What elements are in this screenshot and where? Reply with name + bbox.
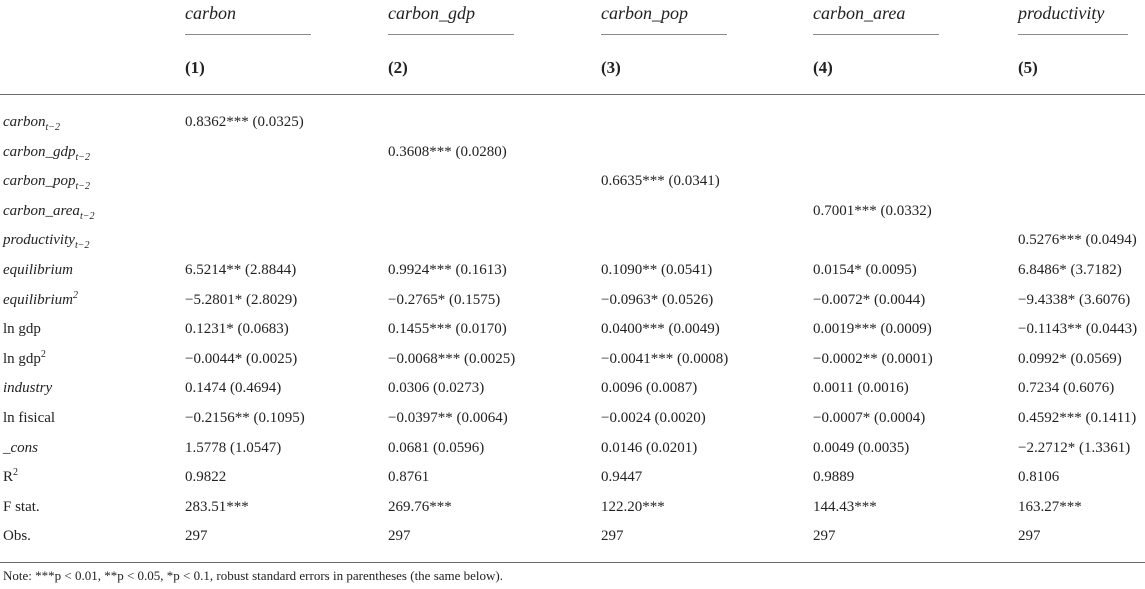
table-cell: 269.76*** <box>388 499 452 515</box>
table-cell: 0.7234 (0.6076) <box>1018 380 1115 396</box>
row-label: Obs. <box>3 528 31 544</box>
table-cell: 0.8362*** (0.0325) <box>185 114 304 130</box>
table-cell: 297 <box>185 528 208 544</box>
table-cell: 0.4592*** (0.1411) <box>1018 410 1137 426</box>
row-label: carbon_gdp$_{t-2}$ <box>3 144 91 163</box>
table-cell: −0.0963* (0.0526) <box>601 292 714 308</box>
table-cell: 0.1090** (0.0541) <box>601 262 713 278</box>
table-cell: 144.43*** <box>813 499 877 515</box>
col-header-2: carbon_gdp <box>388 0 514 35</box>
table-cell: −0.0044* (0.0025) <box>185 351 298 367</box>
table-cell: −0.0072* (0.0044) <box>813 292 926 308</box>
col-header-3: carbon_pop <box>601 0 727 35</box>
table-cell: −0.0397** (0.0064) <box>388 410 508 426</box>
row-label: industry <box>3 380 53 396</box>
table-cell: 0.0681 (0.0596) <box>388 440 485 456</box>
col-underline <box>601 34 727 35</box>
table-cell: 0.7001*** (0.0332) <box>813 203 932 219</box>
col-header-4: carbon_area <box>813 0 939 35</box>
table-cell: −0.0041*** (0.0008) <box>601 351 729 367</box>
table-cell: 0.0992* (0.0569) <box>1018 351 1122 367</box>
table-cell: 0.1455*** (0.0170) <box>388 321 507 337</box>
row-label: productivity$_{t-2}$ <box>3 232 90 251</box>
table-cell: −0.2765* (0.1575) <box>388 292 501 308</box>
table-cell: −0.2156** (0.1095) <box>185 410 305 426</box>
col-number-2: (2) <box>388 58 408 77</box>
table-cell: 0.0306 (0.0273) <box>388 380 485 396</box>
row-label: ln gdp <box>3 321 41 337</box>
table-cell: 163.27*** <box>1018 499 1082 515</box>
table-cell: 0.0049 (0.0035) <box>813 440 910 456</box>
bottom-rule <box>0 562 1145 563</box>
table-cell: 0.9822 <box>185 469 227 485</box>
table-cell: 0.8106 <box>1018 469 1060 485</box>
col-underline <box>813 34 939 35</box>
table-cell: −0.0024 (0.0020) <box>601 410 706 426</box>
table-cell: 0.9889 <box>813 469 855 485</box>
col-number-1: (1) <box>185 58 205 77</box>
col-underline <box>1018 34 1128 35</box>
row-label: carbon_area$_{t-2}$ <box>3 203 95 222</box>
table-cell: 6.5214** (2.8844) <box>185 262 297 278</box>
row-label: equilibrium$^2$ <box>3 290 78 308</box>
table-cell: 6.8486* (3.7182) <box>1018 262 1122 278</box>
table-cell: 297 <box>388 528 411 544</box>
header-rule <box>0 94 1145 95</box>
table-cell: 0.3608*** (0.0280) <box>388 144 507 160</box>
table-cell: 0.0096 (0.0087) <box>601 380 698 396</box>
table-cell: −9.4338* (3.6076) <box>1018 292 1131 308</box>
table-cell: −0.1143** (0.0443) <box>1018 321 1138 337</box>
table-cell: 0.0011 (0.0016) <box>813 380 909 396</box>
col-underline <box>185 34 311 35</box>
col-number-4: (4) <box>813 58 833 77</box>
table-cell: 0.1231* (0.0683) <box>185 321 289 337</box>
row-label: ln fisical <box>3 410 56 426</box>
table-cell: 122.20*** <box>601 499 665 515</box>
table-cell: 283.51*** <box>185 499 249 515</box>
table-cell: 0.5276*** (0.0494) <box>1018 232 1137 248</box>
table-cell: 297 <box>813 528 836 544</box>
row-label: carbon_pop$_{t-2}$ <box>3 173 91 192</box>
table-cell: −2.2712* (1.3361) <box>1018 440 1131 456</box>
table-cell: 0.6635*** (0.0341) <box>601 173 720 189</box>
col-number-5: (5) <box>1018 58 1038 77</box>
row-label: carbon$_{t-2}$ <box>3 114 61 133</box>
table-cell: 297 <box>601 528 624 544</box>
col-header-1: carbon <box>185 0 311 35</box>
table-cell: −5.2801* (2.8029) <box>185 292 298 308</box>
table-cell: 0.1474 (0.4694) <box>185 380 282 396</box>
col-header-5: productivity <box>1018 0 1128 35</box>
table-cell: 0.0019*** (0.0009) <box>813 321 932 337</box>
table-cell: 0.9447 <box>601 469 643 485</box>
row-label: $R^2$ <box>3 467 19 485</box>
table-cell: 0.0400*** (0.0049) <box>601 321 720 337</box>
table-cell: 0.0146 (0.0201) <box>601 440 698 456</box>
table-cell: 0.0154* (0.0095) <box>813 262 917 278</box>
table-cell: 297 <box>1018 528 1041 544</box>
table-cell: −0.0002** (0.0001) <box>813 351 933 367</box>
row-label: _cons <box>3 440 38 456</box>
col-number-3: (3) <box>601 58 621 77</box>
table-cell: −0.0068*** (0.0025) <box>388 351 516 367</box>
table-cell: 0.9924*** (0.1613) <box>388 262 507 278</box>
col-underline <box>388 34 514 35</box>
table-cell: −0.0007* (0.0004) <box>813 410 926 426</box>
table-cell: 1.5778 (1.0547) <box>185 440 282 456</box>
row-label: ln gdp$^2$ <box>3 349 46 367</box>
row-label: F stat. <box>3 499 40 515</box>
table-note: Note: ***p < 0.01, **p < 0.05, *p < 0.1, robust standard errors in parentheses (the same below). <box>3 568 504 583</box>
table-cell: 0.8761 <box>388 469 430 485</box>
row-label: equilibrium <box>3 262 73 278</box>
